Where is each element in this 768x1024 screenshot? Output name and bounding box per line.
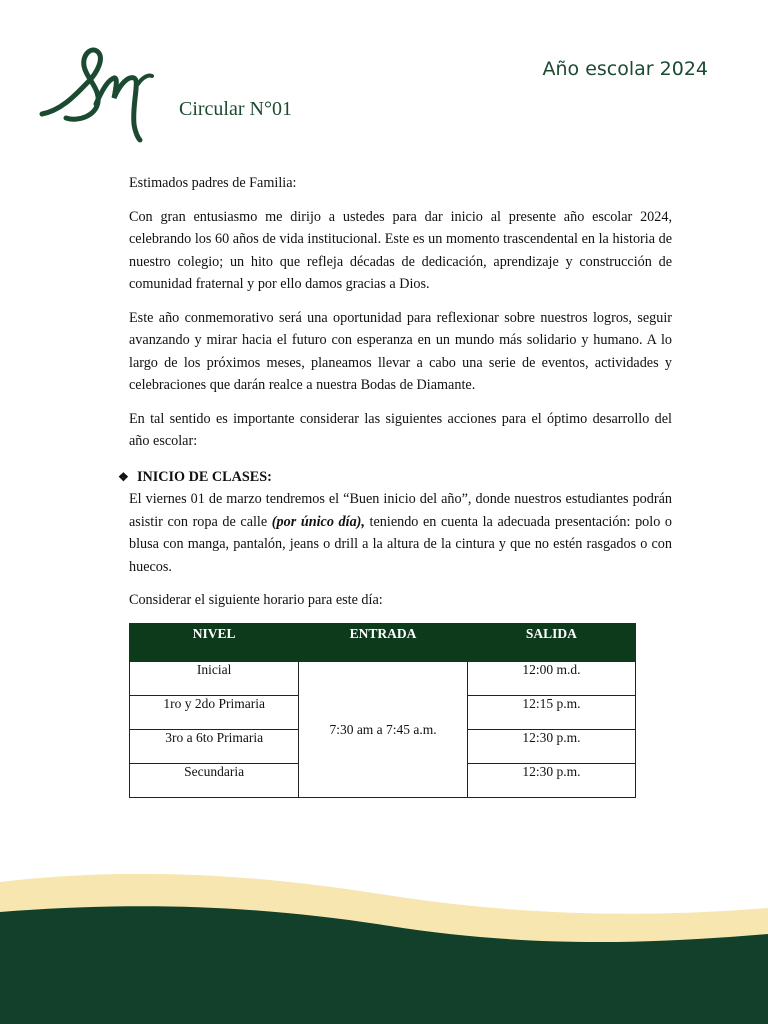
- section-text-part-2: teniendo en cuenta la adecuada presentación: polo o blusa con manga, pantalón, jeans o drill a la altura de la cintura y que no estén rasgados o con huecos.: [129, 513, 672, 575]
- salida-cell: 12:00 m.d.: [467, 662, 635, 696]
- section-text: [129, 488, 672, 578]
- nivel-cell: 1ro y 2do Primaria: [130, 696, 299, 730]
- nivel-cell: Inicial: [130, 662, 299, 696]
- paragraph-anniversary: Este año conmemorativo será una oportunidad para reflexionar sobre nuestros logros, seguir avanzando y mirar hacia el futuro con esperanza en un mundo más solidario y humano. A lo largo de los próximos meses, planeamos llevar a cabo una serie de eventos, actividades y celebraciones que darán realce a nuestra Bodas de Diamante.: [129, 309, 672, 393]
- paragraph-intro: Con gran entusiasmo me dirijo a ustedes para dar inicio al presente año escolar 2024, celebrando los 60 años de vida institucional. Este es un momento trascendental en la historia de nuestro colegio; un hito que refleja décadas de dedicación, aprendizaje y construcción de comunidad fraternal y por ello damos gracias a Dios.: [129, 208, 672, 292]
- nivel-cell: Secundaria: [130, 764, 299, 798]
- nivel-cell: 3ro a 6to Primaria: [130, 730, 299, 764]
- salida-cell: 12:15 p.m.: [467, 696, 635, 730]
- footer-wave-decoration: [0, 860, 768, 1024]
- salida-cell: 12:30 p.m.: [467, 730, 635, 764]
- table-header-row: [130, 624, 636, 662]
- header-salida: SALIDA: [467, 624, 635, 662]
- header-entrada: ENTRADA: [299, 624, 468, 662]
- entrada-cell: 7:30 am a 7:45 a.m.: [299, 662, 468, 798]
- section-text-part-1: El viernes 01 de marzo tendremos el “Buen inicio del año”, donde nuestros estudiantes podrán asistir con ropa de calle: [129, 491, 672, 530]
- section-title: INICIO DE CLASES:: [137, 468, 272, 485]
- school-year-title: Año escolar 2024: [542, 58, 708, 80]
- school-logo: [38, 44, 158, 144]
- letter-body: [118, 172, 672, 623]
- greeting: Estimados padres de Familia:: [129, 175, 297, 191]
- salida-cell: 12:30 p.m.: [467, 764, 635, 798]
- diamond-bullet-icon: ❖: [118, 469, 129, 484]
- section-emphasis: (por único día),: [271, 513, 365, 530]
- header-nivel: NIVEL: [130, 624, 299, 662]
- table-row: [130, 662, 636, 696]
- schedule-table: [129, 623, 636, 798]
- schedule-intro: Considerar el siguiente horario para este día:: [129, 592, 383, 608]
- paragraph-actions: En tal sentido es importante considerar las siguientes acciones para el óptimo desarrollo del año escolar:: [129, 410, 672, 449]
- section-heading: [118, 466, 672, 489]
- circular-title: Circular N°01: [179, 98, 292, 120]
